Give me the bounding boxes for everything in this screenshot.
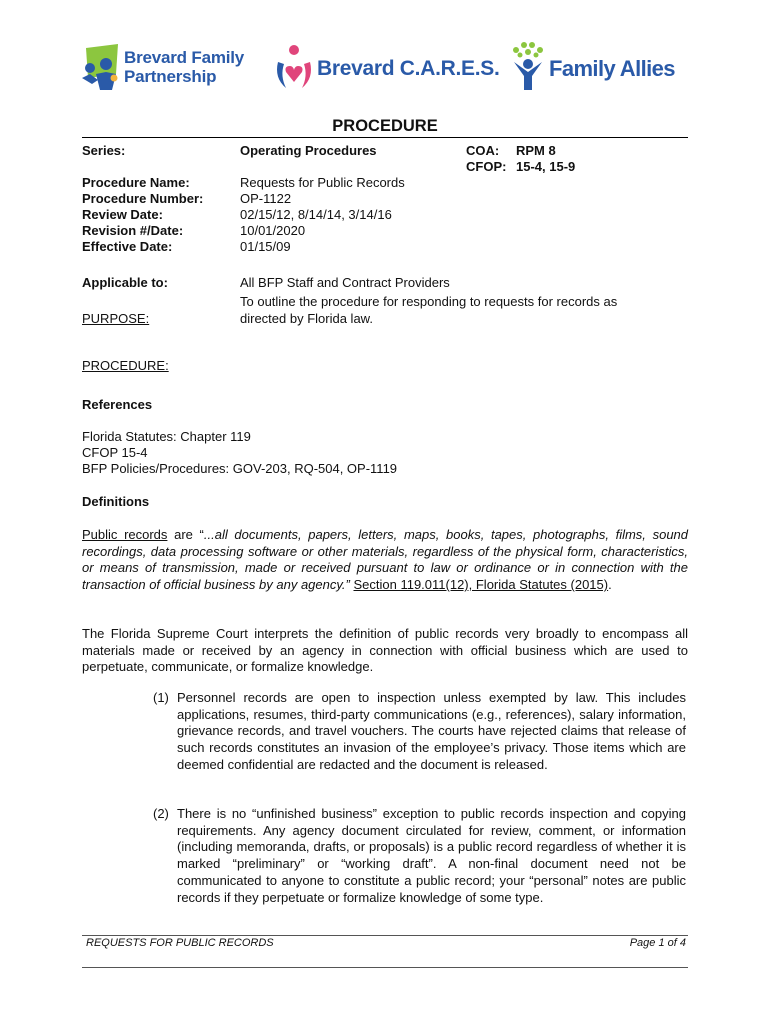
cares-logo-text: Brevard C.A.R.E.S. [317,57,500,80]
family-figures-icon [78,44,122,100]
procedure-name-label: Procedure Name: [82,175,190,190]
purpose-line-1: To outline the procedure for responding to requests for records as [240,294,618,309]
public-records-term: Public records [82,527,168,542]
list-text: There is no “unfinished business” exception to public records inspection and copying requirements. Any agency document circulated for review, comment, or information (including memoranda, drafts, or proposals) is a public record regardless of whether it is marked “preliminary” or “working draft”. A non-final document need not be communicated to anyone to constitute a public record; your “personal” notes are public records if they perpetuate or formalize knowledge of some type. [177,806,686,905]
header-rule [82,137,688,138]
definition-connector: are “ [167,527,204,542]
page-title: PROCEDURE [332,117,438,135]
list-item [153,806,686,906]
procedure-heading: PROCEDURE: [82,358,169,373]
references-heading: References [82,397,153,412]
footer-rule-bottom [82,967,688,968]
procedure-name-value: Requests for Public Records [240,175,405,190]
revision-date-value: 10/01/2020 [240,223,306,238]
procedure-number-label: Procedure Number: [82,191,204,206]
logo-bar [78,40,698,100]
reference-item: Florida Statutes: Chapter 119 [82,429,251,444]
purpose-label: PURPOSE: [82,311,150,326]
list-number: (2) [153,806,169,821]
cfop-value: 15-4, 15-9 [516,159,576,174]
footer-page-number: Page 1 of 4 [629,937,686,949]
definition-end: . [608,577,612,593]
footer-rule-top [82,935,688,936]
statute-citation: Section 119.011(12), Florida Statutes (2015) [353,577,609,593]
procedure-number-value: OP-1122 [240,191,292,206]
list-text: Personnel records are open to inspection unless exempted by law. This includes applications, resumes, third-party communications (e.g., references), salary information, grievance records, and travel vouchers. The courts have rejected claims that release of such records constitutes an invasion of the employee’s privacy. Those items which are deemed confidential are redacted and the document is released. [177,690,686,772]
series-label: Series: [82,143,126,158]
list-item [153,690,686,774]
list-number: (1) [153,690,169,705]
effective-date-label: Effective Date: [82,239,173,254]
cfop-label: CFOP: [466,159,507,174]
effective-date-value: 01/15/09 [240,239,291,254]
revision-date-label: Revision #/Date: [82,223,184,238]
heart-hands-icon [272,42,316,98]
review-date-label: Review Date: [82,207,163,222]
applicable-value: All BFP Staff and Contract Providers [240,275,450,290]
series-value: Operating Procedures [240,143,377,158]
tree-icon [508,40,548,96]
brevard-family-partnership-logo [78,40,268,100]
family-allies-logo [508,40,698,100]
reference-item: CFOP 15-4 [82,445,148,460]
bfp-logo-line-1: Brevard Family [124,48,245,67]
brevard-cares-logo [272,40,502,100]
reference-item: BFP Policies/Procedures: GOV-203, RQ-504, OP-1119 [82,461,398,476]
applicable-label: Applicable to: [82,275,168,290]
coa-value: RPM 8 [516,143,556,158]
allies-logo-text: Family Allies [549,56,675,81]
bfp-logo-line-2: Partnership [124,67,217,86]
interpretation-paragraph: The Florida Supreme Court interprets the definition of public records very broadly to encompass all materials made or received by an agency in connection with official business which are used to perpetuate, communicate, or formalize knowledge. [82,626,688,675]
review-date-value: 02/15/12, 8/14/14, 3/14/16 [240,207,392,222]
purpose-line-2: directed by Florida law. [240,311,373,326]
definition-quote: ...all documents, papers, letters, maps, books, tapes, photographs, films, sound recordings, data processing software or other materials, regardless of the physical form, characteristics, or means of transmission, made or received pursuant to law or ordinance or in connection with the transaction of official business by any agency.” [82,527,689,593]
coa-label: COA: [466,143,500,158]
definitions-heading: Definitions [82,494,150,509]
footer-document-title: REQUESTS FOR PUBLIC RECORDS [86,937,274,949]
public-records-definition [82,527,688,594]
